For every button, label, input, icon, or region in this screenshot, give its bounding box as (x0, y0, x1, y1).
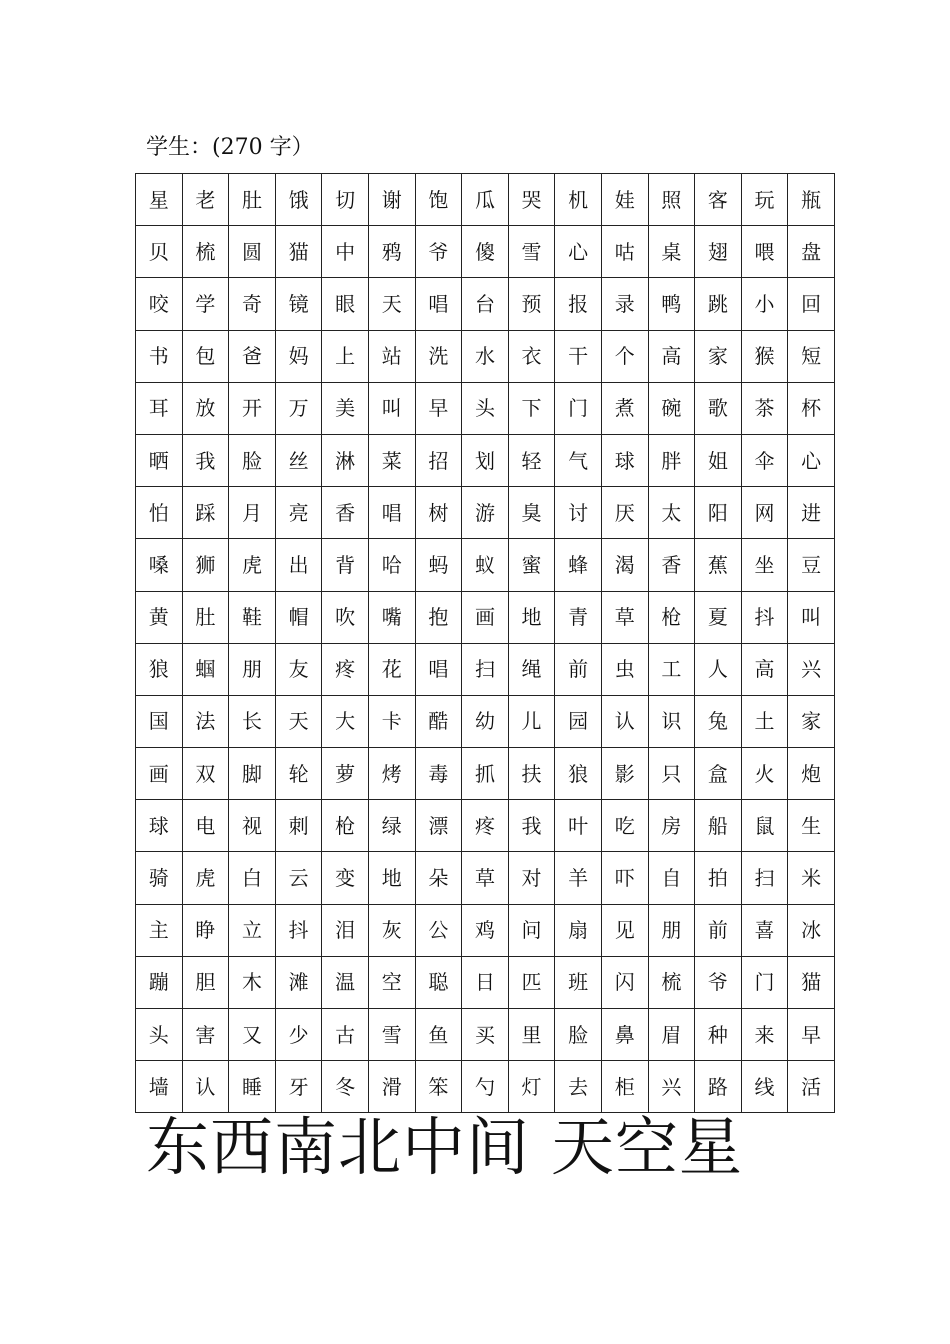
grid-cell: 绳 (508, 643, 555, 695)
grid-cell: 茶 (741, 382, 788, 434)
grid-cell: 树 (415, 487, 462, 539)
grid-cell: 滑 (368, 1061, 415, 1113)
grid-cell: 自 (648, 852, 695, 904)
grid-cell: 木 (229, 956, 276, 1008)
grid-cell: 开 (229, 382, 276, 434)
grid-cell: 站 (368, 330, 415, 382)
grid-cell: 雪 (368, 1009, 415, 1061)
grid-cell: 画 (136, 748, 183, 800)
grid-cell: 歌 (695, 382, 742, 434)
grid-cell: 朋 (229, 643, 276, 695)
grid-cell: 勺 (462, 1061, 509, 1113)
grid-row (136, 539, 835, 591)
grid-cell: 闪 (601, 956, 648, 1008)
grid-cell: 睡 (229, 1061, 276, 1113)
grid-cell: 包 (182, 330, 229, 382)
grid-cell: 鸦 (368, 226, 415, 278)
grid-cell: 花 (368, 643, 415, 695)
grid-cell: 高 (741, 643, 788, 695)
grid-row (136, 591, 835, 643)
grid-cell: 幼 (462, 695, 509, 747)
grid-cell: 烤 (368, 748, 415, 800)
grid-row (136, 330, 835, 382)
grid-cell: 踩 (182, 487, 229, 539)
grid-cell: 变 (322, 852, 369, 904)
grid-cell: 蚂 (415, 539, 462, 591)
grid-cell: 少 (275, 1009, 322, 1061)
grid-cell: 见 (601, 904, 648, 956)
grid-cell: 地 (368, 852, 415, 904)
grid-cell: 脸 (555, 1009, 602, 1061)
grid-cell: 学 (182, 278, 229, 330)
grid-cell: 朋 (648, 904, 695, 956)
grid-cell: 游 (462, 487, 509, 539)
grid-cell: 猫 (275, 226, 322, 278)
grid-cell: 长 (229, 695, 276, 747)
grid-cell: 地 (508, 591, 555, 643)
grid-cell: 耳 (136, 382, 183, 434)
grid-cell: 报 (555, 278, 602, 330)
grid-cell: 前 (695, 904, 742, 956)
grid-cell: 虫 (601, 643, 648, 695)
character-grid-body (136, 174, 835, 1113)
grid-cell: 火 (741, 748, 788, 800)
grid-cell: 杯 (788, 382, 835, 434)
grid-cell: 认 (182, 1061, 229, 1113)
grid-row (136, 434, 835, 486)
grid-cell: 抱 (415, 591, 462, 643)
grid-cell: 双 (182, 748, 229, 800)
grid-cell: 跳 (695, 278, 742, 330)
grid-cell: 臭 (508, 487, 555, 539)
grid-cell: 晒 (136, 434, 183, 486)
grid-cell: 谢 (368, 174, 415, 226)
grid-cell: 日 (462, 956, 509, 1008)
grid-cell: 亮 (275, 487, 322, 539)
grid-cell: 回 (788, 278, 835, 330)
grid-cell: 轻 (508, 434, 555, 486)
grid-cell: 只 (648, 748, 695, 800)
grid-cell: 门 (741, 956, 788, 1008)
grid-cell: 淋 (322, 434, 369, 486)
grid-cell: 国 (136, 695, 183, 747)
grid-cell: 天 (275, 695, 322, 747)
grid-cell: 预 (508, 278, 555, 330)
grid-cell: 肚 (229, 174, 276, 226)
grid-cell: 瓜 (462, 174, 509, 226)
grid-cell: 视 (229, 800, 276, 852)
grid-cell: 网 (741, 487, 788, 539)
student-header: 学生：(270 字） (146, 135, 314, 160)
grid-cell: 牙 (275, 1061, 322, 1113)
grid-cell: 蚁 (462, 539, 509, 591)
grid-cell: 中 (322, 226, 369, 278)
grid-cell: 机 (555, 174, 602, 226)
grid-cell: 气 (555, 434, 602, 486)
grid-cell: 天 (368, 278, 415, 330)
grid-cell: 阳 (695, 487, 742, 539)
grid-cell: 儿 (508, 695, 555, 747)
grid-cell: 心 (555, 226, 602, 278)
grid-cell: 家 (695, 330, 742, 382)
grid-cell: 聪 (415, 956, 462, 1008)
grid-cell: 笨 (415, 1061, 462, 1113)
grid-cell: 脸 (229, 434, 276, 486)
grid-cell: 萝 (322, 748, 369, 800)
grid-cell: 云 (275, 852, 322, 904)
grid-cell: 切 (322, 174, 369, 226)
grid-cell: 雪 (508, 226, 555, 278)
grid-row (136, 748, 835, 800)
grid-cell: 丝 (275, 434, 322, 486)
grid-cell: 盘 (788, 226, 835, 278)
grid-row (136, 278, 835, 330)
grid-cell: 酷 (415, 695, 462, 747)
grid-cell: 坐 (741, 539, 788, 591)
grid-cell: 羊 (555, 852, 602, 904)
grid-cell: 出 (275, 539, 322, 591)
grid-cell: 渴 (601, 539, 648, 591)
grid-cell: 唱 (368, 487, 415, 539)
grid-cell: 毒 (415, 748, 462, 800)
grid-cell: 唱 (415, 278, 462, 330)
grid-cell: 早 (415, 382, 462, 434)
grid-cell: 兴 (788, 643, 835, 695)
grid-cell: 个 (601, 330, 648, 382)
grid-row (136, 852, 835, 904)
grid-cell: 鞋 (229, 591, 276, 643)
grid-cell: 主 (136, 904, 183, 956)
grid-cell: 吃 (601, 800, 648, 852)
grid-row (136, 382, 835, 434)
grid-cell: 嘴 (368, 591, 415, 643)
grid-cell: 帽 (275, 591, 322, 643)
grid-cell: 漂 (415, 800, 462, 852)
grid-cell: 空 (368, 956, 415, 1008)
grid-cell: 唱 (415, 643, 462, 695)
grid-cell: 画 (462, 591, 509, 643)
grid-cell: 友 (275, 643, 322, 695)
grid-cell: 园 (555, 695, 602, 747)
grid-cell: 干 (555, 330, 602, 382)
grid-cell: 绿 (368, 800, 415, 852)
grid-cell: 线 (741, 1061, 788, 1113)
grid-row (136, 643, 835, 695)
grid-cell: 灰 (368, 904, 415, 956)
grid-cell: 高 (648, 330, 695, 382)
grid-cell: 炮 (788, 748, 835, 800)
grid-cell: 狼 (555, 748, 602, 800)
grid-cell: 公 (415, 904, 462, 956)
grid-cell: 衣 (508, 330, 555, 382)
grid-cell: 伞 (741, 434, 788, 486)
grid-cell: 我 (508, 800, 555, 852)
grid-cell: 咕 (601, 226, 648, 278)
grid-cell: 扶 (508, 748, 555, 800)
grid-cell: 电 (182, 800, 229, 852)
grid-cell: 猫 (788, 956, 835, 1008)
grid-cell: 煮 (601, 382, 648, 434)
grid-cell: 喂 (741, 226, 788, 278)
grid-cell: 美 (322, 382, 369, 434)
grid-row (136, 226, 835, 278)
grid-cell: 豆 (788, 539, 835, 591)
grid-cell: 讨 (555, 487, 602, 539)
grid-cell: 法 (182, 695, 229, 747)
grid-cell: 生 (788, 800, 835, 852)
grid-cell: 认 (601, 695, 648, 747)
grid-cell: 划 (462, 434, 509, 486)
grid-cell: 扫 (741, 852, 788, 904)
grid-cell: 吓 (601, 852, 648, 904)
grid-cell: 柜 (601, 1061, 648, 1113)
grid-cell: 兔 (695, 695, 742, 747)
grid-cell: 香 (322, 487, 369, 539)
grid-cell: 门 (555, 382, 602, 434)
grid-cell: 骑 (136, 852, 183, 904)
grid-cell: 哭 (508, 174, 555, 226)
grid-cell: 吹 (322, 591, 369, 643)
grid-cell: 疼 (462, 800, 509, 852)
grid-cell: 妈 (275, 330, 322, 382)
grid-cell: 脚 (229, 748, 276, 800)
grid-cell: 嗓 (136, 539, 183, 591)
grid-cell: 泪 (322, 904, 369, 956)
grid-row (136, 956, 835, 1008)
grid-cell: 影 (601, 748, 648, 800)
grid-cell: 香 (648, 539, 695, 591)
grid-row (136, 487, 835, 539)
grid-cell: 活 (788, 1061, 835, 1113)
grid-cell: 客 (695, 174, 742, 226)
grid-cell: 上 (322, 330, 369, 382)
grid-cell: 白 (229, 852, 276, 904)
grid-cell: 盒 (695, 748, 742, 800)
grid-cell: 太 (648, 487, 695, 539)
grid-cell: 梳 (182, 226, 229, 278)
grid-cell: 狼 (136, 643, 183, 695)
grid-cell: 里 (508, 1009, 555, 1061)
grid-cell: 饿 (275, 174, 322, 226)
grid-cell: 枪 (322, 800, 369, 852)
grid-cell: 厌 (601, 487, 648, 539)
grid-cell: 圆 (229, 226, 276, 278)
grid-cell: 又 (229, 1009, 276, 1061)
grid-cell: 墙 (136, 1061, 183, 1113)
grid-cell: 船 (695, 800, 742, 852)
grid-cell: 心 (788, 434, 835, 486)
grid-cell: 娃 (601, 174, 648, 226)
grid-cell: 种 (695, 1009, 742, 1061)
grid-cell: 爷 (415, 226, 462, 278)
grid-cell: 哈 (368, 539, 415, 591)
grid-cell: 疼 (322, 643, 369, 695)
grid-cell: 草 (462, 852, 509, 904)
grid-cell: 小 (741, 278, 788, 330)
grid-cell: 古 (322, 1009, 369, 1061)
grid-cell: 叫 (368, 382, 415, 434)
grid-cell: 蹦 (136, 956, 183, 1008)
grid-cell: 书 (136, 330, 183, 382)
grid-cell: 喜 (741, 904, 788, 956)
grid-cell: 虎 (229, 539, 276, 591)
grid-cell: 买 (462, 1009, 509, 1061)
grid-cell: 头 (462, 382, 509, 434)
grid-cell: 土 (741, 695, 788, 747)
grid-cell: 月 (229, 487, 276, 539)
grid-cell: 夏 (695, 591, 742, 643)
grid-cell: 球 (136, 800, 183, 852)
grid-cell: 轮 (275, 748, 322, 800)
grid-cell: 奇 (229, 278, 276, 330)
grid-cell: 进 (788, 487, 835, 539)
grid-cell: 虎 (182, 852, 229, 904)
grid-cell: 猴 (741, 330, 788, 382)
grid-cell: 爷 (695, 956, 742, 1008)
grid-cell: 抖 (741, 591, 788, 643)
grid-cell: 眼 (322, 278, 369, 330)
grid-cell: 碗 (648, 382, 695, 434)
grid-cell: 菜 (368, 434, 415, 486)
grid-cell: 兴 (648, 1061, 695, 1113)
grid-cell: 温 (322, 956, 369, 1008)
grid-cell: 人 (695, 643, 742, 695)
grid-cell: 我 (182, 434, 229, 486)
grid-cell: 刺 (275, 800, 322, 852)
grid-cell: 傻 (462, 226, 509, 278)
grid-cell: 蕉 (695, 539, 742, 591)
grid-cell: 录 (601, 278, 648, 330)
grid-row (136, 695, 835, 747)
grid-cell: 镜 (275, 278, 322, 330)
grid-cell: 叫 (788, 591, 835, 643)
grid-cell: 去 (555, 1061, 602, 1113)
grid-cell: 大 (322, 695, 369, 747)
grid-cell: 冬 (322, 1061, 369, 1113)
grid-cell: 玩 (741, 174, 788, 226)
grid-cell: 招 (415, 434, 462, 486)
grid-row (136, 800, 835, 852)
grid-cell: 问 (508, 904, 555, 956)
grid-cell: 胖 (648, 434, 695, 486)
grid-cell: 短 (788, 330, 835, 382)
grid-cell: 星 (136, 174, 183, 226)
grid-cell: 头 (136, 1009, 183, 1061)
grid-cell: 对 (508, 852, 555, 904)
grid-cell: 放 (182, 382, 229, 434)
grid-cell: 朵 (415, 852, 462, 904)
grid-cell: 爸 (229, 330, 276, 382)
grid-cell: 家 (788, 695, 835, 747)
grid-cell: 蜂 (555, 539, 602, 591)
grid-cell: 台 (462, 278, 509, 330)
grid-row (136, 904, 835, 956)
grid-cell: 米 (788, 852, 835, 904)
grid-cell: 抓 (462, 748, 509, 800)
grid-cell: 扇 (555, 904, 602, 956)
grid-cell: 抖 (275, 904, 322, 956)
grid-cell: 贝 (136, 226, 183, 278)
grid-cell: 草 (601, 591, 648, 643)
grid-cell: 怕 (136, 487, 183, 539)
large-practice-line: 东西南北中间 天空星 (146, 1111, 744, 1184)
grid-cell: 早 (788, 1009, 835, 1061)
grid-cell: 鱼 (415, 1009, 462, 1061)
grid-cell: 匹 (508, 956, 555, 1008)
grid-cell: 来 (741, 1009, 788, 1061)
grid-cell: 鸡 (462, 904, 509, 956)
grid-cell: 梳 (648, 956, 695, 1008)
grid-cell: 叶 (555, 800, 602, 852)
grid-cell: 卡 (368, 695, 415, 747)
grid-cell: 胆 (182, 956, 229, 1008)
grid-cell: 下 (508, 382, 555, 434)
grid-cell: 灯 (508, 1061, 555, 1113)
grid-cell: 识 (648, 695, 695, 747)
grid-cell: 咬 (136, 278, 183, 330)
grid-cell: 拍 (695, 852, 742, 904)
grid-cell: 水 (462, 330, 509, 382)
grid-cell: 蝈 (182, 643, 229, 695)
grid-cell: 睁 (182, 904, 229, 956)
grid-cell: 立 (229, 904, 276, 956)
grid-cell: 鼠 (741, 800, 788, 852)
grid-cell: 照 (648, 174, 695, 226)
grid-cell: 背 (322, 539, 369, 591)
grid-cell: 青 (555, 591, 602, 643)
grid-cell: 桌 (648, 226, 695, 278)
grid-cell: 鸭 (648, 278, 695, 330)
grid-cell: 前 (555, 643, 602, 695)
grid-cell: 扫 (462, 643, 509, 695)
grid-cell: 黄 (136, 591, 183, 643)
grid-cell: 肚 (182, 591, 229, 643)
grid-cell: 枪 (648, 591, 695, 643)
grid-cell: 蜜 (508, 539, 555, 591)
character-grid (135, 173, 835, 1113)
grid-cell: 万 (275, 382, 322, 434)
grid-cell: 狮 (182, 539, 229, 591)
grid-cell: 姐 (695, 434, 742, 486)
grid-cell: 滩 (275, 956, 322, 1008)
grid-cell: 眉 (648, 1009, 695, 1061)
grid-cell: 鼻 (601, 1009, 648, 1061)
grid-cell: 饱 (415, 174, 462, 226)
grid-cell: 路 (695, 1061, 742, 1113)
grid-cell: 翅 (695, 226, 742, 278)
grid-cell: 害 (182, 1009, 229, 1061)
grid-row (136, 174, 835, 226)
grid-cell: 球 (601, 434, 648, 486)
grid-cell: 班 (555, 956, 602, 1008)
grid-cell: 工 (648, 643, 695, 695)
grid-cell: 老 (182, 174, 229, 226)
grid-cell: 洗 (415, 330, 462, 382)
grid-cell: 冰 (788, 904, 835, 956)
grid-row (136, 1009, 835, 1061)
grid-cell: 瓶 (788, 174, 835, 226)
grid-row (136, 1061, 835, 1113)
grid-cell: 房 (648, 800, 695, 852)
